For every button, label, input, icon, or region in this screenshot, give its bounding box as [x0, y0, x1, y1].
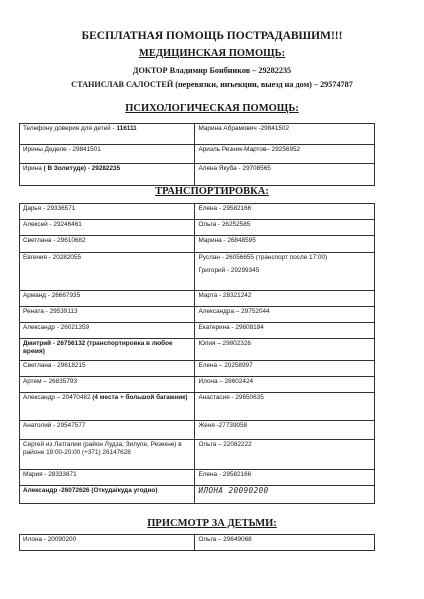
- handwritten-entry: ИЛОНА 20090200: [198, 486, 269, 495]
- table-cell: Арманд - 26667935: [20, 291, 195, 307]
- table-cell: Телефону доверия для детей - 116111: [20, 124, 195, 145]
- table-row: [20, 145, 375, 164]
- medical-nurse-line: СТАНИСЛАВ САЛОСТЕЙ (перевязки, инъекции, выезд на дом) – 29574787: [71, 80, 353, 89]
- table-cell: Сергей из Латгалии (район Лудза, Зилупе, Резекне) в районе 19:00-20:00 (+371) 26147628: [20, 440, 195, 470]
- table-row: [20, 220, 375, 236]
- table-cell: Дарья - 29336571: [20, 204, 195, 220]
- table-cell: Марта - 28321242: [195, 291, 375, 307]
- table-cell: Руслан - 26056655 (транспорт после 17:00) Григорий - 29299345: [195, 253, 375, 291]
- table-cell: Ариэль Резник-Мартов– 29256952: [195, 145, 375, 164]
- medical-doctor-line: ДОКТОР Владимир Бонбников – 29282235: [132, 66, 292, 75]
- table-cell: Женя -27739058: [195, 421, 375, 440]
- table-cell: Евгения - 20282055: [20, 253, 195, 291]
- psych-heading: ПСИХОЛОГИЧЕСКАЯ ПОМОЩЬ:: [125, 103, 299, 114]
- table-cell: Александр – 20470482 (4 места + большой багажник): [20, 393, 195, 421]
- medical-heading: МЕДИЦИНСКАЯ ПОМОЩЬ:: [138, 48, 286, 59]
- table-cell: Светлана - 29610682: [20, 236, 195, 253]
- table-row: [20, 339, 375, 361]
- table-row: [20, 361, 375, 377]
- childcare-heading: ПРИСМОТР ЗА ДЕТЬМИ:: [147, 518, 277, 529]
- table-row: [20, 440, 375, 470]
- table-cell: Елена - 29582166: [195, 470, 375, 486]
- table-cell: Марина Абрамович -29841502: [195, 124, 375, 145]
- table-cell: Светлана - 29618215: [20, 361, 195, 377]
- table-cell: Юлия – 29802326: [195, 339, 375, 361]
- table-cell: Илона – 28602424: [195, 377, 375, 393]
- table-cell: Алексей - 29246461: [20, 220, 195, 236]
- table-row: [20, 421, 375, 440]
- table-cell: [195, 486, 375, 504]
- psych-table: [19, 123, 375, 186]
- table-row: [20, 253, 375, 291]
- table-cell: Ирины Деделе - 29841501: [20, 145, 195, 164]
- table-row: [20, 470, 375, 486]
- transport-heading: ТРАНСПОРТИРОВКА:: [155, 186, 269, 197]
- table-cell: Илона - 20090200: [20, 535, 195, 551]
- table-cell: Елена – 20258997: [195, 361, 375, 377]
- childcare-table: [19, 534, 375, 551]
- table-cell: Мария - 28333871: [20, 470, 195, 486]
- table-row: [20, 486, 375, 504]
- table-cell: Анастасия - 29650635: [195, 393, 375, 421]
- table-row: [20, 377, 375, 393]
- table-cell: Екатерина - 29608184: [195, 323, 375, 339]
- table-row: [20, 307, 375, 323]
- table-row: [20, 535, 375, 551]
- table-row: [20, 323, 375, 339]
- table-cell: Ирина ( В Золитуде) - 29282235: [20, 164, 195, 186]
- table-cell: Александра – 29752044: [195, 307, 375, 323]
- table-row: [20, 124, 375, 145]
- table-cell: Алена Якуба - 29708565: [195, 164, 375, 186]
- transport-table: [19, 203, 375, 504]
- table-cell: Марина - 26848595: [195, 236, 375, 253]
- table-cell: Александр - 26021359: [20, 323, 195, 339]
- table-cell: Дмитрий - 26756132 (транспортировка в любое время): [20, 339, 195, 361]
- table-cell: Ольга – 29649068: [195, 535, 375, 551]
- table-cell: Анатолий - 29547577: [20, 421, 195, 440]
- table-cell: Рената - 29539113: [20, 307, 195, 323]
- table-cell: Ольга – 22082222: [195, 440, 375, 470]
- table-row: [20, 291, 375, 307]
- table-row: [20, 236, 375, 253]
- table-row: [20, 164, 375, 186]
- table-cell: Ольга - 26252585: [195, 220, 375, 236]
- table-cell: Александр -26072626 (Откуда/куда угодно): [20, 486, 195, 504]
- table-cell: Артем – 26835793: [20, 377, 195, 393]
- table-row: [20, 393, 375, 421]
- table-cell: Елена - 29582166: [195, 204, 375, 220]
- page-title: БЕСПЛАТНАЯ ПОМОЩЬ ПОСТРАДАВШИМ!!!: [81, 30, 343, 42]
- table-row: [20, 204, 375, 220]
